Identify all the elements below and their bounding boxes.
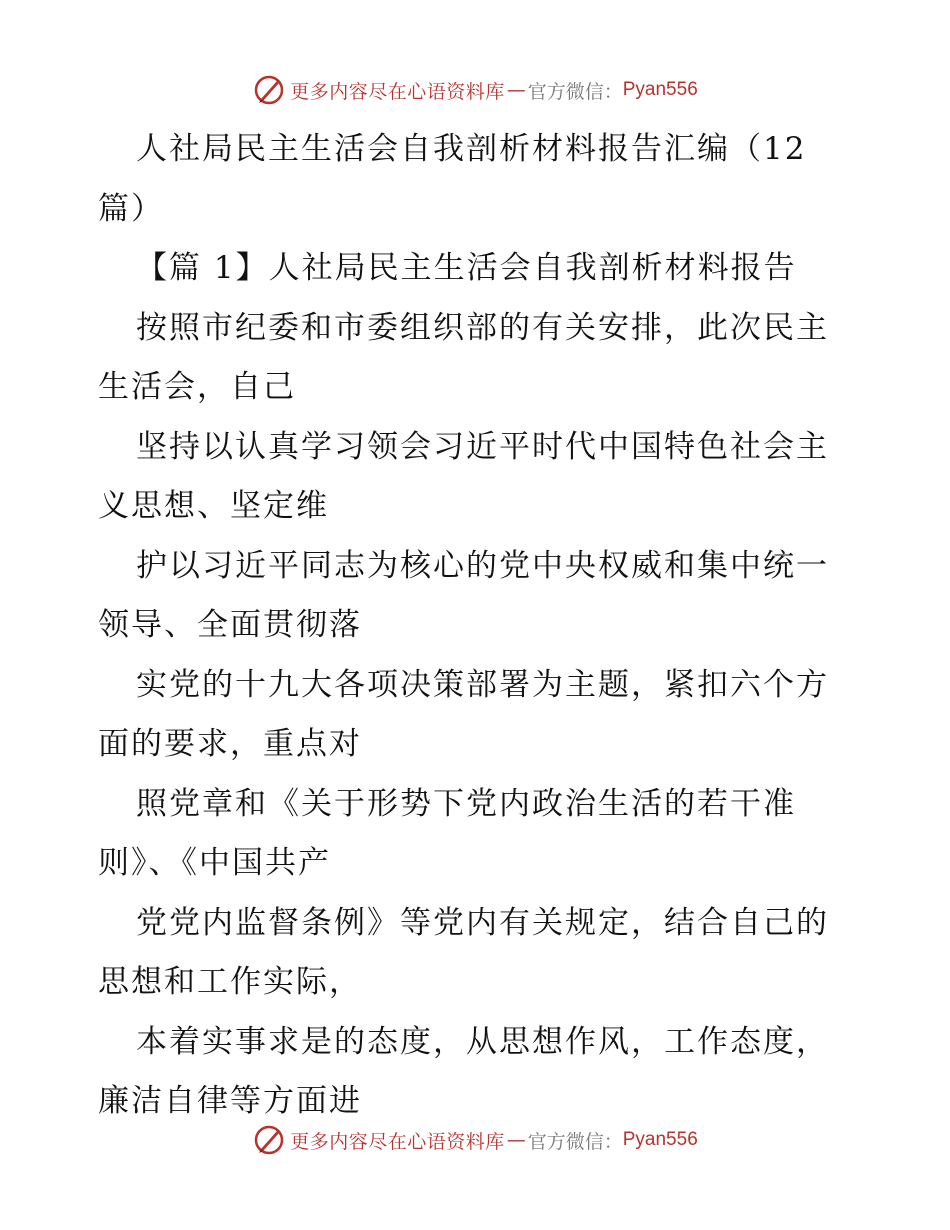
banner-wechat-label: 官方微信：	[527, 1130, 623, 1153]
banner-wechat-id: Pyan556	[622, 1129, 698, 1150]
paragraph-line: 义思想、坚定维	[98, 488, 329, 524]
banner-separator: —	[506, 79, 526, 101]
banner-separator: —	[506, 1129, 526, 1151]
paragraph-line: 本着实事求是的态度，从思想作风，工作态度，	[136, 1023, 829, 1060]
paragraph-line: 则》、《中国共产	[98, 845, 331, 881]
quill-pen-logo-icon	[252, 1123, 286, 1157]
paragraph-line: 实党的十九大各项决策部署为主题，紧扣六个方	[136, 666, 829, 703]
paragraph-line: 面的要求，重点对	[98, 726, 362, 762]
banner-wechat-label: 官方微信：	[527, 80, 623, 103]
paragraph-line: 思想和工作实际，	[98, 964, 362, 1000]
paragraph-line: 按照市纪委和市委组织部的有关安排，此次民主	[136, 309, 829, 346]
paragraph-line: 生活会，自己	[98, 369, 296, 405]
paragraph-line: 坚持以认真学习领会习近平时代中国特色社会主	[136, 428, 829, 465]
document-title-line-2: 篇）	[98, 190, 164, 227]
section-heading: 【篇 1】人社局民主生活会自我剖析材料报告	[136, 250, 797, 286]
footer-banner	[0, 1120, 950, 1160]
paragraph-line: 党党内监督条例》等党内有关规定，结合自己的	[136, 904, 829, 941]
paragraph-line: 领导、全面贯彻落	[98, 607, 362, 643]
banner-wechat-id: Pyan556	[622, 79, 698, 100]
document-body	[98, 120, 858, 1132]
header-banner	[0, 70, 950, 110]
banner-slogan: 更多内容尽在心语资料库	[290, 1130, 505, 1153]
paragraph-line: 护以习近平同志为核心的党中央权威和集中统一	[136, 547, 829, 584]
paragraph-line: 照党章和《关于形势下党内政治生活的若干准	[136, 785, 796, 822]
paragraph-line: 廉洁自律等方面进	[98, 1083, 362, 1119]
quill-pen-logo-icon	[252, 73, 286, 107]
banner-slogan: 更多内容尽在心语资料库	[290, 80, 505, 103]
document-title-line-1: 人社局民主生活会自我剖析材料报告汇编（12	[136, 131, 807, 167]
